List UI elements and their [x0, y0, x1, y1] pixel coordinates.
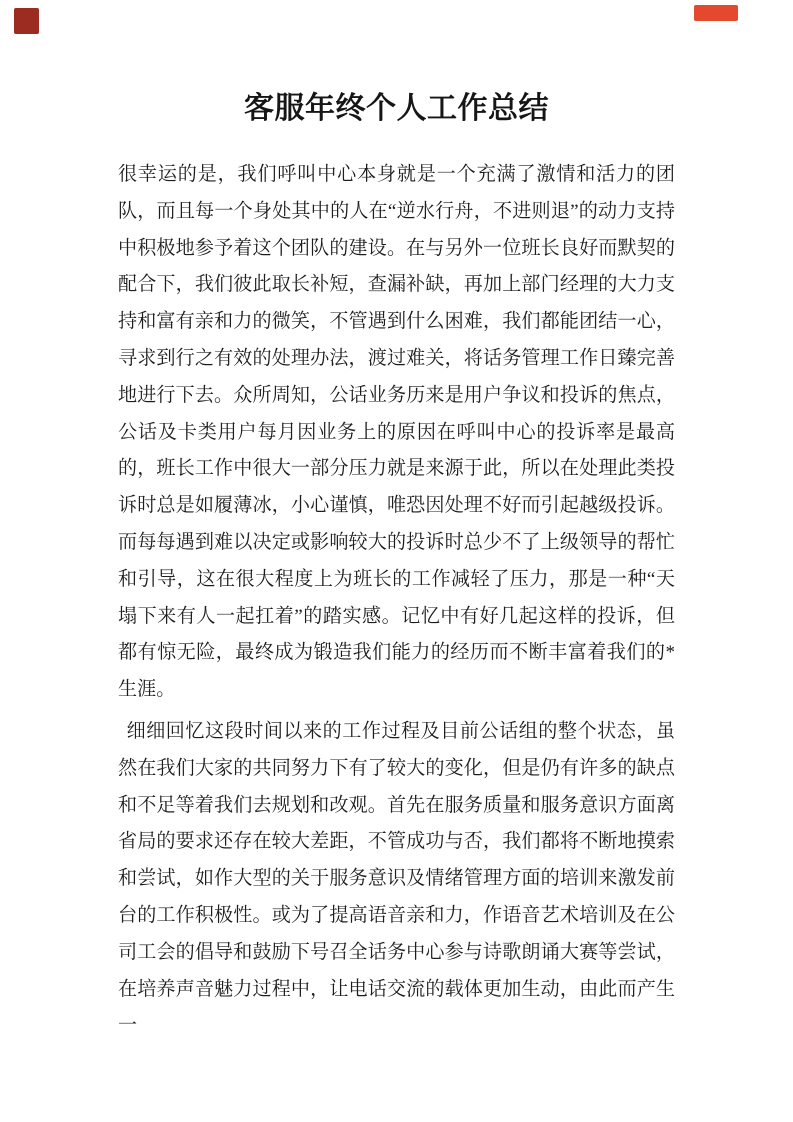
red-stamp-top-right	[694, 5, 738, 21]
document-content	[118, 88, 675, 1045]
red-stamp-top-left	[14, 8, 39, 34]
document-title: 客服年终个人工作总结	[244, 92, 549, 125]
paragraph-2: 细细回忆这段时间以来的工作过程及目前公话组的整个状态，虽然在我们大家的共同努力下有了较大的变化，但是仍有许多的缺点和不足等着我们去规划和改观。首先在服务质量和服务意识方面离省局的要求还存在较大差距，不管成功与否，我们都将不断地摸索和尝试，如作大型的关于服务意识及情绪管理方面的培训来激发前台的工作积极性。或为了提高语音亲和力，作语音艺术培训及在公司工会的倡导和鼓励下号召全话务中心参与诗歌朗诵大赛等尝试，在培养声音魅力过程中，让电话交流的载体更加生动，由此而产生一	[118, 720, 675, 1037]
paragraph-1: 很幸运的是，我们呼叫中心本身就是一个充满了激情和活力的团队，而且每一个身处其中的人在“逆水行舟，不进则退”的动力支持中积极地参予着这个团队的建设。在与另外一位班长良好而默契的配合下，我们彼此取长补短，查漏补缺，再加上部门经理的大力支持和富有亲和力的微笑，不管遇到什么困难，我们都能团结一心，寻求到行之有效的处理办法，渡过难关，将话务管理工作日臻完善地进行下去。众所周知，公话业务历来是用户争议和投诉的焦点，公话及卡类用户每月因业务上的原因在呼叫中心的投诉率是最高的，班长工作中很大一部分压力就是来源于此，所以在处理此类投诉时总是如履薄冰，小心谨慎，唯恐因处理不好而引起越级投诉。而每每遇到难以决定或影响较大的投诉时总少不了上级领导的帮忙和引导，这在很大程度上为班长的工作减轻了压力，那是一种“天塌下来有人一起扛着”的踏实感。记忆中有好几起这样的投诉，但都有惊无险，最终成为锻造我们能力的经历而不断丰富着我们的*生涯。	[118, 164, 675, 701]
